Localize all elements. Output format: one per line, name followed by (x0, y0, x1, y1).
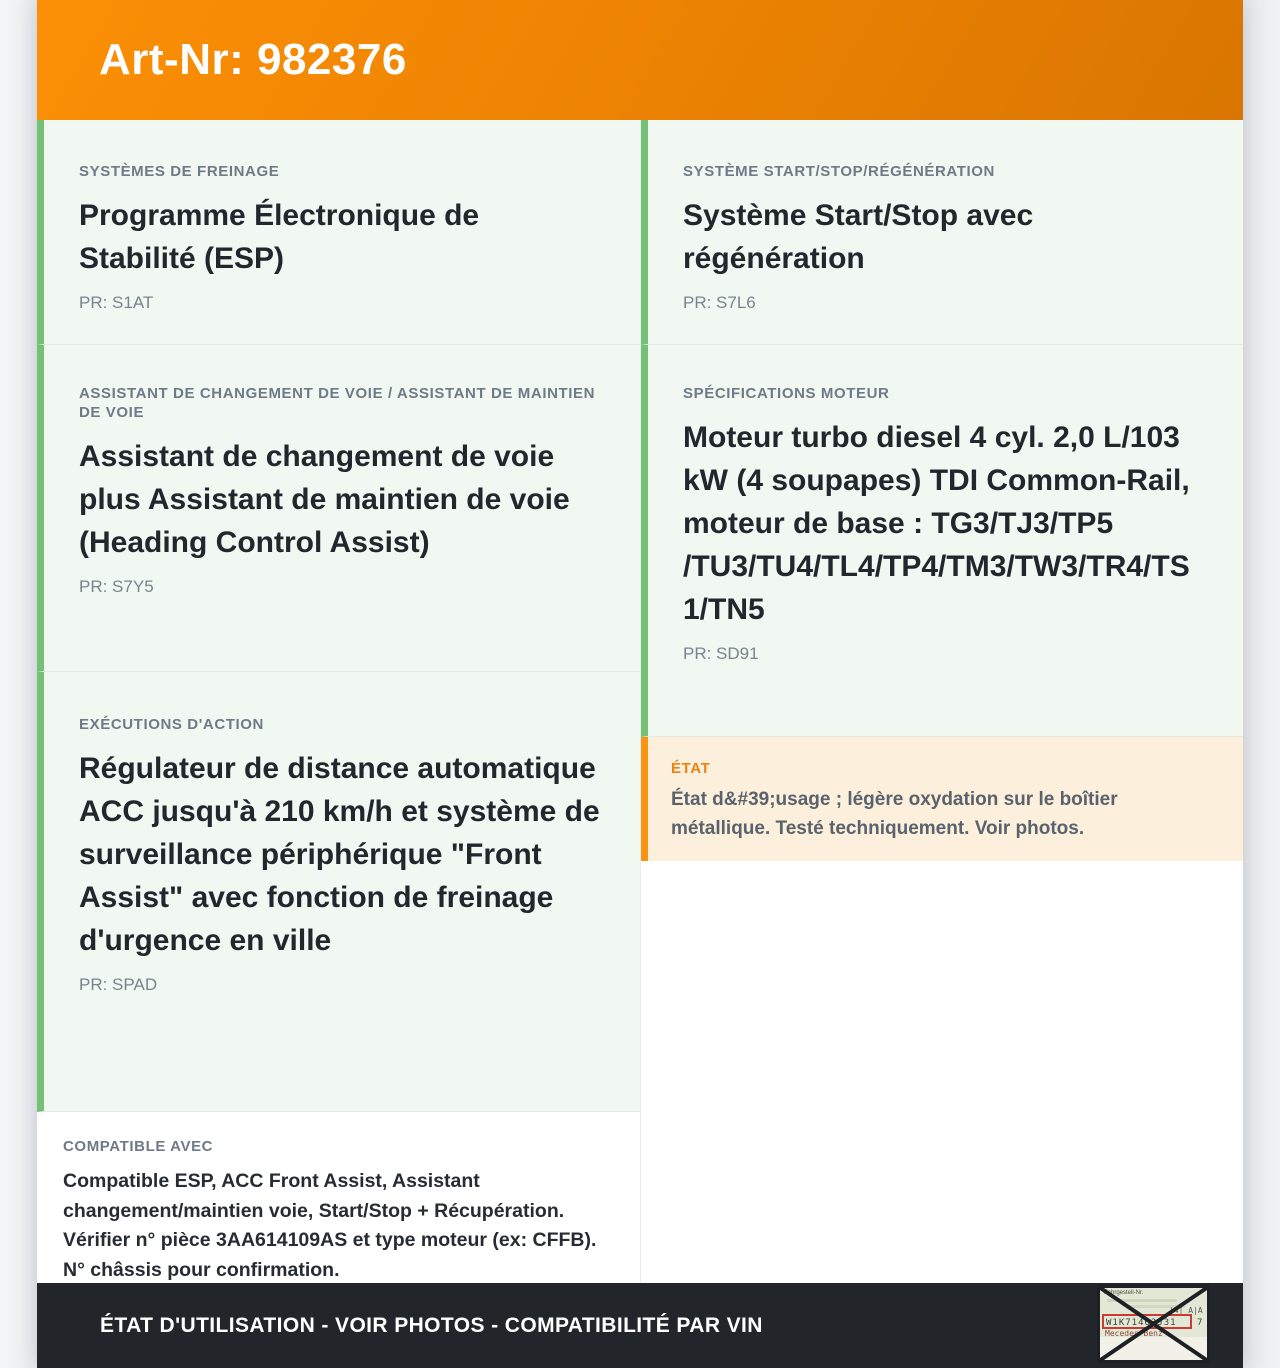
card-start-stop-label: SYSTÈME START/STOP/RÉGÉNÉRATION (683, 163, 995, 180)
card-compatible-avec-label: COMPATIBLE AVEC (63, 1138, 214, 1155)
vin-brand-text: Mecedes-Benz (1105, 1329, 1163, 1338)
card-start-stop-title: Système Start/Stop avec régénération (683, 199, 1034, 275)
card-freinage (37, 120, 640, 345)
right-column-empty-space (641, 861, 1243, 1283)
card-executions-action (37, 672, 640, 1112)
vin-number-suffix: 7 (1197, 1318, 1203, 1328)
product-sheet (37, 0, 1243, 1368)
right-column (640, 120, 1243, 1283)
card-start-stop-pr-code: PR: S7L6 (683, 293, 756, 312)
card-freinage-pr-code: PR: S1AT (79, 293, 154, 312)
footer-banner-text: ÉTAT D'UTILISATION - VOIR PHOTOS - COMPATIBILITÉ PAR VIN (100, 1313, 763, 1337)
vin-number-text: W1K71463J31 (1106, 1318, 1177, 1328)
card-assistant-voie-pr-code: PR: S7Y5 (79, 577, 154, 596)
card-specs-moteur-title: Moteur turbo diesel 4 cyl. 2,0 L/103 kW (4 soupapes) TDI Common-Rail, moteur de base : TG3/TJ3/TP5 /TU3/TU4/TL4/TP4/TM3/TW3/TR4/TS1/TN5 (683, 421, 1190, 626)
left-column (37, 120, 640, 1283)
vin-document-top-label: Fahrgestell-Nr. (1104, 1290, 1144, 1296)
card-specs-moteur-pr-code: PR: SD91 (683, 644, 759, 663)
card-etat-text: État d&#39;usage ; légère oxydation sur le boîtier métallique. Testé techniquement. Voir photos. (671, 789, 1118, 839)
article-number-title: Art-Nr: 982376 (99, 35, 407, 84)
vin-document-image (1097, 1285, 1210, 1363)
footer-banner (37, 1283, 1243, 1368)
article-header (37, 0, 1243, 120)
card-freinage-title: Programme Électronique de Stabilité (ESP) (79, 199, 480, 275)
card-executions-action-pr-code: PR: SPAD (79, 975, 158, 994)
card-etat-label: ÉTAT (671, 760, 711, 777)
card-specs-moteur (641, 345, 1243, 737)
card-compatible-avec (37, 1112, 640, 1283)
card-etat (641, 737, 1243, 861)
card-executions-action-title: Régulateur de distance automatique ACC jusqu'à 210 km/h et système de surveillance périphérique "Front Assist" avec fonction de freinage d'urgence en ville (79, 752, 600, 957)
card-freinage-label: SYSTÈMES DE FREINAGE (79, 163, 280, 180)
card-assistant-voie (37, 345, 640, 672)
card-compatible-avec-text: Compatible ESP, ACC Front Assist, Assistant changement/maintien voie, Start/Stop + Récupération. Vérifier n° pièce 3AA614109AS et type moteur (ex: CFFB). N° châssis pour confirmation. (63, 1170, 597, 1281)
spec-columns (37, 120, 1243, 1283)
card-assistant-voie-label: ASSISTANT DE CHANGEMENT DE VOIE / ASSISTANT DE MAINTIEN DE VOIE (79, 385, 596, 421)
card-start-stop (641, 120, 1243, 345)
card-assistant-voie-title: Assistant de changement de voie plus Assistant de maintien de voie (Heading Control Assist) (79, 440, 570, 559)
card-executions-action-label: EXÉCUTIONS D'ACTION (79, 716, 264, 733)
vin-document-mark: |4| A|A (1169, 1306, 1203, 1315)
card-specs-moteur-label: SPÉCIFICATIONS MOTEUR (683, 385, 890, 402)
